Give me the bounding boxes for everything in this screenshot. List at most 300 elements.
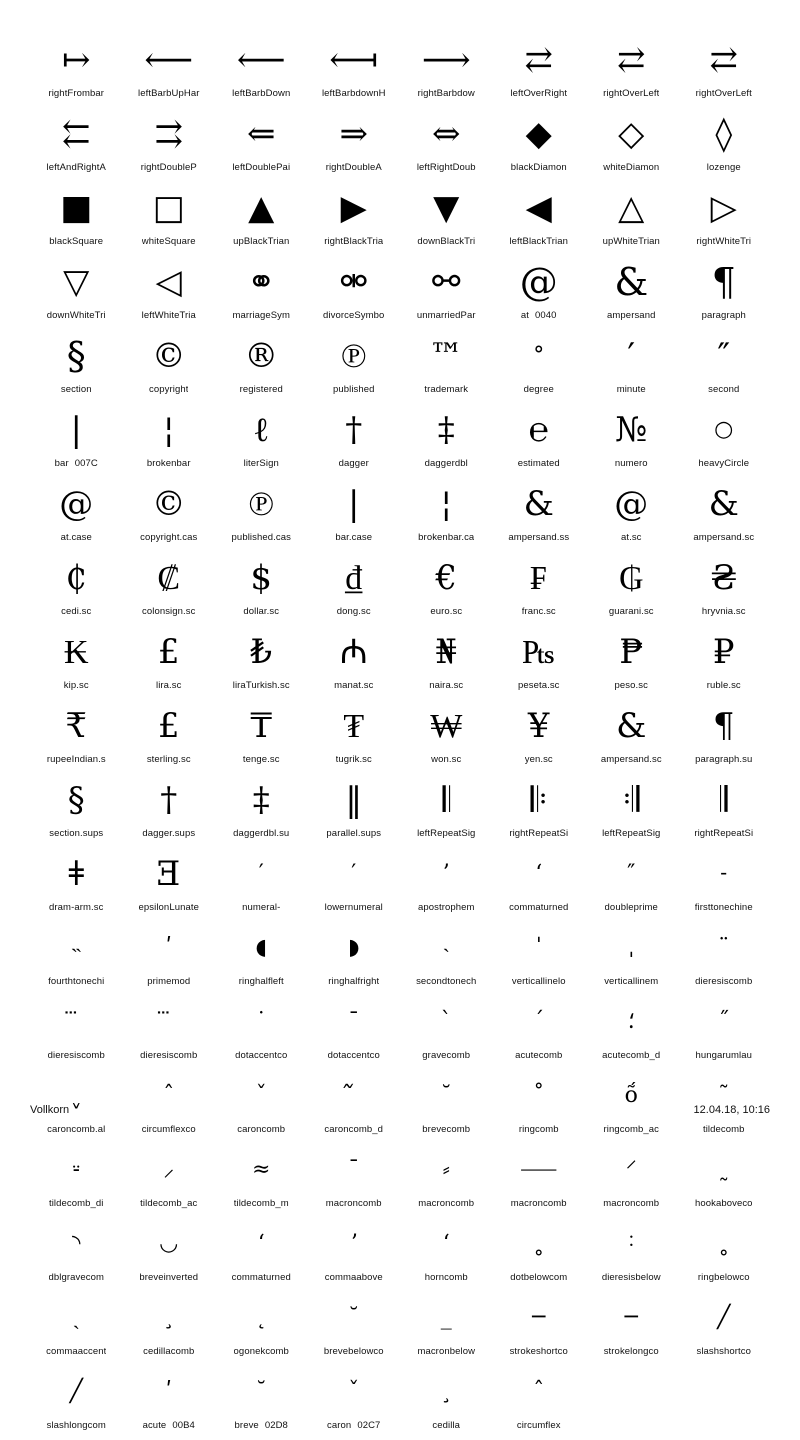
glyph-cell <box>308 626 401 700</box>
glyph-char: ◝ <box>71 1231 81 1256</box>
glyph-label <box>49 828 103 839</box>
glyph-label <box>695 1198 753 1209</box>
glyph-cell <box>678 700 771 774</box>
glyph-char: ₵ <box>65 558 88 598</box>
glyph-label <box>617 384 646 395</box>
glyph-cell <box>30 1144 123 1218</box>
glyph-preview <box>123 552 216 604</box>
glyph-preview <box>30 108 123 160</box>
glyph-preview <box>400 256 493 308</box>
glyph-preview <box>215 256 308 308</box>
glyph-label-name: ringcomb_ac <box>603 1124 659 1135</box>
glyph-preview <box>215 1218 308 1270</box>
glyph-cell <box>400 552 493 626</box>
glyph-preview <box>215 996 308 1048</box>
glyph-label-name: cedilla <box>432 1420 461 1431</box>
glyph-label-name: section <box>60 384 92 395</box>
glyph-preview <box>123 922 216 974</box>
glyph-char: ™ <box>429 336 464 376</box>
glyph-label-name: numeral- <box>242 902 281 913</box>
glyph-label-name: rightBarbdow <box>417 88 475 99</box>
glyph-preview <box>493 774 586 826</box>
glyph-label <box>417 1346 475 1357</box>
glyph-cell <box>585 182 678 256</box>
glyph-preview <box>215 922 308 974</box>
glyph-char: € <box>435 558 458 598</box>
glyph-char: ˇ <box>348 1379 360 1404</box>
glyph-label-name: ampersand.sc <box>693 532 755 543</box>
glyph-label-name: commaaccent <box>46 1346 107 1357</box>
glyph-preview <box>585 182 678 234</box>
glyph-label <box>322 88 386 99</box>
glyph-char: ℮ <box>528 410 549 450</box>
glyph-cell <box>585 1218 678 1292</box>
glyph-label-name: macronbelow <box>417 1346 476 1357</box>
glyph-label <box>609 606 654 617</box>
glyph-char: ⇄ <box>524 40 553 80</box>
glyph-label <box>47 1124 105 1135</box>
glyph-preview <box>678 700 771 752</box>
glyph-cell <box>30 1366 123 1440</box>
glyph-label <box>142 236 196 247</box>
glyph-label-name: dotaccentco <box>327 1050 380 1061</box>
glyph-cell <box>30 478 123 552</box>
glyph-cell <box>215 1218 308 1292</box>
glyph-label <box>615 680 648 691</box>
glyph-label-name: dram-arm.sc <box>49 902 104 913</box>
glyph-preview <box>30 478 123 530</box>
glyph-label <box>48 1050 105 1061</box>
glyph-label <box>147 754 191 765</box>
glyph-cell <box>123 256 216 330</box>
glyph-preview <box>215 478 308 530</box>
glyph-cell <box>678 478 771 552</box>
glyph-label <box>243 754 280 765</box>
glyph-label <box>429 680 463 691</box>
glyph-char: ⇔ <box>432 114 461 154</box>
glyph-char: ¯ <box>348 1157 360 1182</box>
glyph-cell <box>30 34 123 108</box>
glyph-char: ℗ <box>340 336 367 376</box>
glyph-cell <box>30 1218 123 1292</box>
glyph-label <box>47 1420 106 1431</box>
glyph-label <box>140 1050 197 1061</box>
glyph-label <box>511 162 567 173</box>
glyph-char: § <box>66 334 86 378</box>
glyph-char: ¶ <box>711 260 736 304</box>
glyph-cell <box>585 922 678 996</box>
glyph-char: ‡ <box>437 410 455 450</box>
glyph-preview <box>308 404 401 456</box>
glyph-cell <box>400 478 493 552</box>
glyph-cell <box>308 848 401 922</box>
glyph-char: ˗ <box>720 861 728 886</box>
glyph-preview <box>215 34 308 86</box>
glyph-cell <box>123 848 216 922</box>
glyph-label-code: 00B4 <box>172 1420 195 1431</box>
glyph-label <box>703 1124 745 1135</box>
glyph-char: ▼ <box>433 188 460 228</box>
glyph-char: ″ <box>627 861 636 886</box>
font-name: Vollkorn <box>30 1104 70 1116</box>
glyph-preview <box>400 1218 493 1270</box>
glyph-label-name: ringbelowco <box>697 1272 750 1283</box>
glyph-char: ₧ <box>522 632 556 672</box>
glyph-cell <box>678 1366 771 1440</box>
glyph-cell <box>678 996 771 1070</box>
glyph-label-name: verticallinelo <box>511 976 566 987</box>
glyph-cell <box>123 108 216 182</box>
glyph-label <box>602 1272 661 1283</box>
glyph-preview <box>308 182 401 234</box>
glyph-char: ’ <box>442 861 450 886</box>
glyph-preview <box>123 700 216 752</box>
glyph-preview <box>400 108 493 160</box>
glyph-cell <box>493 700 586 774</box>
glyph-label <box>698 458 749 469</box>
glyph-label <box>509 236 568 247</box>
glyph-char: ₭ <box>63 632 89 672</box>
glyph-char: ₲ <box>618 558 644 598</box>
glyph-char: ⚯ <box>432 262 461 302</box>
glyph-preview <box>678 108 771 160</box>
glyph-preview <box>585 700 678 752</box>
glyph-label <box>707 162 741 173</box>
glyph-cell <box>493 404 586 478</box>
glyph-label-name: caroncomb_d <box>324 1124 384 1135</box>
glyph-cell <box>30 108 123 182</box>
glyph-label <box>511 1198 567 1209</box>
glyph-cell <box>400 996 493 1070</box>
glyph-cell <box>678 256 771 330</box>
glyph-label-name: tildecomb <box>702 1124 745 1135</box>
glyph-label-name: apostrophem <box>417 902 475 913</box>
glyph-cell <box>308 256 401 330</box>
glyph-label-name: literSign <box>243 458 279 469</box>
glyph-preview <box>308 922 401 974</box>
glyph-label-name: rightRepeatSi <box>694 828 754 839</box>
glyph-cell <box>215 552 308 626</box>
glyph-label <box>325 1272 383 1283</box>
glyph-label <box>603 236 660 247</box>
glyph-label-name: tildecomb_m <box>233 1198 289 1209</box>
glyph-preview <box>308 996 401 1048</box>
glyph-label-name: rupeeIndian.s <box>46 754 106 765</box>
glyph-label <box>232 310 290 321</box>
glyph-cell <box>400 922 493 996</box>
glyph-label-name: minute <box>616 384 646 395</box>
glyph-label-name: ampersand.sc <box>600 754 662 765</box>
glyph-char: Ǝ <box>156 854 182 894</box>
glyph-char: ¸ <box>440 1379 452 1404</box>
glyph-char: ˘ <box>440 1083 452 1108</box>
glyph-cell <box>308 1144 401 1218</box>
glyph-cell <box>123 774 216 848</box>
glyph-label <box>143 1420 195 1431</box>
timestamp: 12.04.18, 10:16 <box>693 1104 770 1116</box>
glyph-label <box>232 1272 291 1283</box>
glyph-preview <box>308 1366 401 1418</box>
glyph-label <box>510 88 567 99</box>
glyph-label <box>61 532 92 543</box>
glyph-char: ◡ <box>159 1231 179 1256</box>
glyph-cell <box>400 404 493 478</box>
glyph-label-name: circumflex <box>516 1420 561 1431</box>
glyph-cell <box>308 1366 401 1440</box>
glyph-preview <box>123 1366 216 1418</box>
glyph-preview <box>30 700 123 752</box>
glyph-label-code: 007C <box>74 458 98 469</box>
glyph-label-name: rightOverLeft <box>695 88 752 99</box>
glyph-cell <box>585 1366 678 1440</box>
glyph-char: ˜ <box>718 1083 730 1108</box>
glyph-cell <box>30 330 123 404</box>
glyph-label <box>417 828 475 839</box>
glyph-label-name: bar <box>54 458 69 469</box>
glyph-label-name: parallel.sups <box>326 828 382 839</box>
glyph-char: ¶ <box>712 706 735 746</box>
glyph-char: ⟶ <box>421 40 471 80</box>
glyph-label-name: hryvnia.sc <box>701 606 746 617</box>
glyph-char: ′ <box>351 861 357 886</box>
glyph-cell <box>400 626 493 700</box>
glyph-char: ◀ <box>525 188 552 228</box>
glyph-char: ⸺ <box>520 1157 558 1182</box>
glyph-cell <box>585 996 678 1070</box>
glyph-label <box>696 236 751 247</box>
glyph-label <box>49 236 103 247</box>
glyph-preview <box>493 922 586 974</box>
glyph-label-name: heavyCircle <box>698 458 750 469</box>
glyph-label-name: dieresiscomb <box>140 1050 198 1061</box>
glyph-label-name: gravecomb <box>422 1050 471 1061</box>
glyph-label-name: epsilonLunate <box>138 902 199 913</box>
glyph-label <box>234 1346 289 1357</box>
glyph-char: ¸ <box>163 1305 175 1330</box>
glyph-cell <box>30 996 123 1070</box>
glyph-label-name: blackSquare <box>49 236 104 247</box>
glyph-preview <box>215 1144 308 1196</box>
glyph-preview <box>30 34 123 86</box>
glyph-char: ₮ <box>343 706 365 746</box>
glyph-char: ° <box>533 343 545 368</box>
glyph-label <box>140 1198 197 1209</box>
glyph-label-name: peseta.sc <box>517 680 560 691</box>
glyph-char: ⇒ <box>339 114 368 154</box>
glyph-preview <box>493 34 586 86</box>
glyph-cell <box>400 1292 493 1366</box>
glyph-label <box>603 162 659 173</box>
glyph-label <box>509 828 568 839</box>
glyph-label-name: copyright.cas <box>140 532 198 543</box>
glyph-label <box>510 1272 567 1283</box>
glyph-label <box>604 1346 659 1357</box>
glyph-label-name: marriageSym <box>232 310 291 321</box>
glyph-cell <box>215 1144 308 1218</box>
glyph-label <box>142 828 195 839</box>
glyph-char: ¦ <box>440 484 452 524</box>
glyph-label <box>232 162 290 173</box>
glyph-char: ˈ <box>535 935 542 960</box>
glyph-cell <box>585 478 678 552</box>
glyph-label <box>607 310 655 321</box>
glyph-preview <box>215 1366 308 1418</box>
glyph-cell <box>30 552 123 626</box>
glyph-label <box>339 458 369 469</box>
glyph-label <box>416 976 476 987</box>
glyph-preview <box>678 922 771 974</box>
glyph-char: & <box>614 260 649 304</box>
glyph-char: ṍ <box>624 1083 638 1108</box>
glyph-label-name: at.sc <box>620 532 642 543</box>
glyph-cell <box>493 478 586 552</box>
glyph-preview <box>308 1292 401 1344</box>
glyph-preview <box>678 1366 771 1418</box>
glyph-preview <box>585 330 678 382</box>
glyph-preview <box>123 1292 216 1344</box>
glyph-label-name: brokenbar.ca <box>418 532 475 543</box>
glyph-label-name: upWhiteTrian <box>602 236 660 247</box>
glyph-label-name: leftRepeatSig <box>602 828 661 839</box>
glyph-char: ‡ <box>252 780 270 820</box>
glyph-preview <box>123 330 216 382</box>
glyph-preview <box>308 848 401 900</box>
glyph-label <box>334 680 373 691</box>
glyph-cell <box>215 848 308 922</box>
glyph-char: ₣ <box>530 558 548 598</box>
glyph-label-name: dollar.sc <box>243 606 280 617</box>
glyph-label-name: ogonekcomb <box>233 1346 289 1357</box>
glyph-preview <box>30 182 123 234</box>
glyph-cell <box>30 700 123 774</box>
glyph-label <box>432 1420 460 1431</box>
glyph-preview <box>30 330 123 382</box>
glyph-label-name: caroncomb.al <box>47 1124 106 1135</box>
glyph-label-name: horncomb <box>424 1272 468 1283</box>
glyph-label <box>512 976 566 987</box>
page-footer <box>30 1104 770 1116</box>
glyph-char: © <box>151 336 186 376</box>
glyph-label <box>242 902 280 913</box>
glyph-preview <box>30 774 123 826</box>
glyph-label <box>47 162 106 173</box>
glyph-label <box>695 902 753 913</box>
glyph-cell <box>215 478 308 552</box>
glyph-cell <box>123 330 216 404</box>
glyph-label-name: brevecomb <box>422 1124 471 1135</box>
glyph-preview <box>123 626 216 678</box>
glyph-char: ⟵ <box>236 40 286 80</box>
glyph-char: ˴ <box>442 935 450 960</box>
glyph-char: & <box>616 706 647 746</box>
glyph-label-name: euro.sc <box>430 606 463 617</box>
glyph-char: ˇ <box>255 1083 267 1108</box>
glyph-label <box>522 606 556 617</box>
glyph-cell <box>308 330 401 404</box>
glyph-cell <box>493 552 586 626</box>
glyph-preview <box>585 1292 678 1344</box>
glyph-cell <box>123 1144 216 1218</box>
glyph-cell <box>400 1144 493 1218</box>
glyph-preview <box>585 848 678 900</box>
glyph-label <box>232 532 291 543</box>
glyph-label-name: bar.case <box>335 532 373 543</box>
glyph-preview <box>585 256 678 308</box>
glyph-preview <box>215 848 308 900</box>
glyph-preview <box>493 1218 586 1270</box>
glyph-label <box>244 458 279 469</box>
glyph-label-name: cedillacomb <box>143 1346 195 1357</box>
glyph-cell <box>493 330 586 404</box>
glyph-cell <box>308 922 401 996</box>
glyph-preview <box>585 404 678 456</box>
glyph-label-name: at <box>520 310 530 321</box>
glyph-label-name: dieresiscomb <box>47 1050 105 1061</box>
glyph-label-name: yen.sc <box>524 754 553 765</box>
glyph-cell <box>585 774 678 848</box>
glyph-cell <box>215 1366 308 1440</box>
glyph-char: ⇇ <box>62 114 91 154</box>
glyph-preview <box>678 330 771 382</box>
glyph-preview <box>308 1144 401 1196</box>
glyph-char: 𝄃 <box>442 780 451 820</box>
glyph-cell <box>400 1366 493 1440</box>
glyph-label-name: lowernumeral <box>324 902 383 913</box>
glyph-label-name: cedi.sc <box>61 606 92 617</box>
glyph-label-name: rightDoubleP <box>140 162 197 173</box>
glyph-label-name: fourthtonechi <box>48 976 105 987</box>
glyph-label <box>139 902 199 913</box>
glyph-char: ⸚ <box>72 1157 80 1182</box>
glyph-preview <box>308 626 401 678</box>
glyph-char: ╱ <box>717 1305 731 1330</box>
glyph-char: ◗ <box>347 935 360 960</box>
glyph-label <box>233 828 289 839</box>
glyph-char: ⇄ <box>709 40 738 80</box>
glyph-label-name: tugrik.sc <box>335 754 372 765</box>
glyph-cell <box>215 626 308 700</box>
glyph-label-name: leftRightDoub <box>416 162 476 173</box>
glyph-cell <box>30 922 123 996</box>
glyph-label-name: trademark <box>424 384 469 395</box>
glyph-cell <box>308 478 401 552</box>
glyph-cell <box>123 700 216 774</box>
glyph-cell <box>678 552 771 626</box>
glyph-cell <box>678 182 771 256</box>
glyph-char: ǂ <box>68 854 85 894</box>
glyph-label <box>233 680 290 691</box>
glyph-label <box>694 828 753 839</box>
glyph-preview <box>678 626 771 678</box>
glyph-cell <box>123 996 216 1070</box>
glyph-cell <box>493 1218 586 1292</box>
glyph-preview <box>585 1144 678 1196</box>
glyph-label-name: rightFrombar <box>48 88 105 99</box>
glyph-preview <box>308 552 401 604</box>
glyph-char: ˝ <box>718 1009 730 1034</box>
glyph-char: ˘ <box>348 1305 360 1330</box>
glyph-label-name: dotbelowcom <box>510 1272 568 1283</box>
glyph-label <box>605 902 658 913</box>
glyph-preview <box>123 848 216 900</box>
glyph-preview <box>30 1366 123 1418</box>
glyph-label <box>695 976 752 987</box>
glyph-char: ≈ <box>252 1157 271 1182</box>
glyph-label <box>425 1272 468 1283</box>
glyph-label-name: rightRepeatSi <box>509 828 569 839</box>
glyph-preview <box>585 108 678 160</box>
glyph-cell <box>493 256 586 330</box>
